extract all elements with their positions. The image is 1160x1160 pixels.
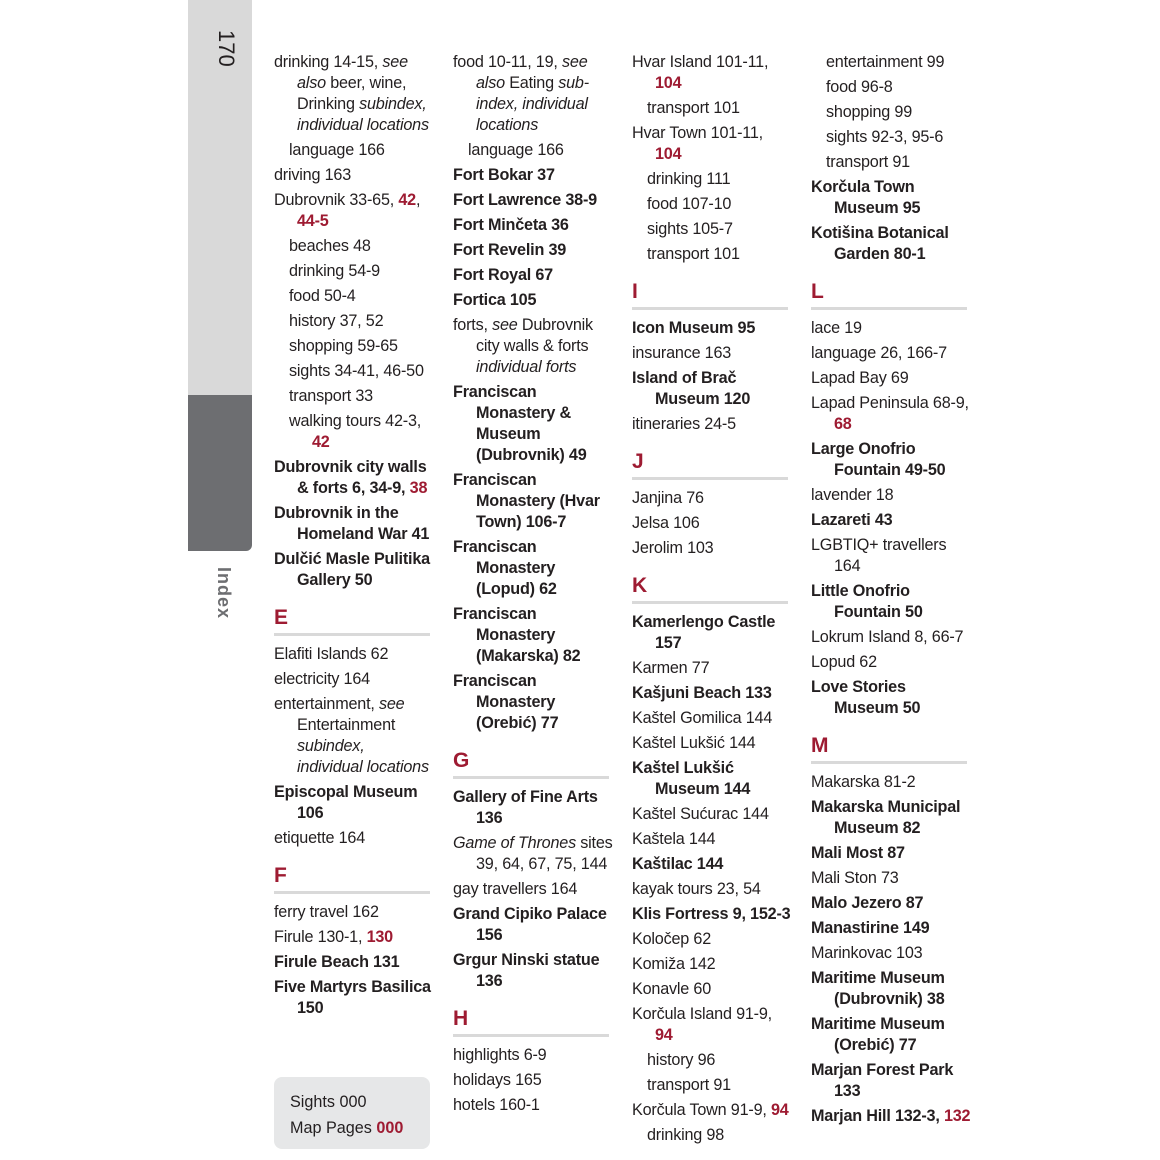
index-entry: [453, 165, 613, 186]
index-entry: [632, 52, 792, 94]
entry-text: holidays 165: [453, 1071, 542, 1089]
index-entry: [453, 904, 613, 946]
entry-text: Malo Jezero 87: [811, 894, 924, 912]
entry-text: food 10-11, 19,: [453, 53, 562, 71]
entry-text: food 50-4: [289, 287, 356, 305]
heading-rule: [453, 1034, 609, 1037]
index-entry: [453, 265, 613, 286]
index-entry: [274, 52, 434, 136]
entry-text: Kaštela 144: [632, 830, 716, 848]
entry-text: drinking 14-15,: [274, 53, 383, 71]
index-subentry: [811, 52, 971, 73]
legend-sights: [290, 1093, 367, 1112]
index-entry: [453, 1045, 613, 1066]
index-subentry: [274, 261, 434, 282]
heading-rule: [274, 891, 430, 894]
entry-text: Grgur Ninski statue 136: [453, 951, 600, 990]
entry-text: beer, wine, Drinking: [297, 74, 407, 113]
legend-map-number: 000: [376, 1119, 404, 1137]
entry-text: Fort Minčeta 36: [453, 216, 569, 234]
index-entry: [811, 1060, 971, 1102]
entry-text: Makarska Municipal Museum 82: [811, 798, 961, 837]
index-subentry: [632, 1075, 792, 1096]
entry-text: Icon Museum 95: [632, 319, 756, 337]
entry-text: Dulčić Masle Pulitika Gallery 50: [274, 550, 430, 589]
index-subentry: [632, 98, 792, 119]
index-entry: [453, 470, 613, 533]
entry-text: Franciscan Monastery (Hvar Town) 106-7: [453, 471, 600, 531]
index-subentry: [811, 102, 971, 123]
entry-text: Marjan Forest Park 133: [811, 1061, 954, 1100]
index-entry: [274, 694, 434, 778]
index-subentry: [632, 1125, 792, 1146]
map-page-number: 132: [943, 1107, 971, 1125]
entry-text: drinking 98: [647, 1126, 724, 1144]
index-entry: [632, 123, 792, 165]
index-entry: [453, 382, 613, 466]
index-entry: [811, 968, 971, 1010]
legend-map-label: Map Pages: [290, 1119, 372, 1137]
index-entry: [632, 683, 792, 704]
index-entry: [632, 368, 792, 410]
entry-text: entertainment,: [274, 695, 379, 713]
legend-map-pages: [290, 1119, 403, 1138]
index-column-3: [632, 52, 792, 1150]
entry-text: sights 105-7: [647, 220, 733, 238]
index-letter-heading: L: [811, 280, 824, 303]
entry-text: Kaštel Gomilica 144: [632, 709, 773, 727]
index-entry: [274, 669, 434, 690]
section-label: Index: [214, 567, 234, 620]
entry-text: transport 33: [289, 387, 373, 405]
index-entry: [811, 535, 971, 577]
index-entry: [274, 457, 434, 499]
entry-text: Firule Beach 131: [274, 953, 400, 971]
index-letter-heading: E: [274, 606, 289, 629]
entry-text: sights 92-3, 95-6: [826, 128, 944, 146]
index-subentry: [274, 140, 434, 161]
index-subentry: [632, 194, 792, 215]
entry-text: language 166: [289, 141, 385, 159]
index-subentry: [274, 361, 434, 382]
index-entry: [632, 879, 792, 900]
entry-text: see: [492, 316, 518, 334]
index-entry: [453, 290, 613, 311]
entry-text: food 96-8: [826, 78, 893, 96]
entry-text: Marjan Hill 132-3,: [811, 1107, 944, 1125]
index-entry: [632, 954, 792, 975]
entry-text: Korčula Town Museum 95: [811, 178, 921, 217]
index-entry: [632, 829, 792, 850]
index-entry: [811, 318, 971, 339]
index-subentry: [274, 386, 434, 407]
heading-rule: [632, 477, 788, 480]
index-entry: [453, 879, 613, 900]
entry-text: see also: [476, 53, 588, 92]
entry-text: Kašjuni Beach 133: [632, 684, 772, 702]
index-subentry: [632, 219, 792, 240]
entry-text: Firule 130-1,: [274, 928, 367, 946]
index-letter-heading: G: [453, 749, 470, 772]
index-subentry: [632, 244, 792, 265]
map-page-number: 42: [398, 191, 416, 209]
index-entry: [811, 393, 971, 435]
entry-text: Lapad Peninsula 68-9,: [811, 394, 969, 412]
entry-text: electricity 164: [274, 670, 370, 688]
index-entry: [632, 904, 792, 925]
index-entry: [274, 902, 434, 923]
heading-rule: [274, 633, 430, 636]
entry-text: Dubrovnik in the Homeland War 41: [274, 504, 430, 543]
index-subentry: [811, 152, 971, 173]
entry-text: Komiža 142: [632, 955, 716, 973]
heading-rule: [632, 601, 788, 604]
entry-text: shopping 99: [826, 103, 913, 121]
entry-text: entertainment 99: [826, 53, 945, 71]
entry-text: hotels 160-1: [453, 1096, 540, 1114]
index-entry: [453, 190, 613, 211]
entry-text: Kaštel Lukšić Museum 144: [632, 759, 751, 798]
index-column-2: [453, 52, 613, 1120]
index-entry: [632, 513, 792, 534]
index-subentry: [274, 286, 434, 307]
entry-text: Klis Fortress 9, 152-3: [632, 905, 791, 923]
index-entry: [453, 52, 613, 136]
entry-text: Koločep 62: [632, 930, 712, 948]
entry-text: Franciscan Monastery (Lopud) 62: [453, 538, 557, 598]
index-entry: [811, 893, 971, 914]
index-subentry: [274, 336, 434, 357]
page-number: 170: [214, 30, 239, 67]
index-entry: [632, 1004, 792, 1046]
map-page-number: 38: [409, 479, 428, 497]
index-entry: [453, 787, 613, 829]
index-entry: [453, 240, 613, 261]
entry-text: transport 91: [826, 153, 910, 171]
entry-text: Grand Cipiko Palace 156: [453, 905, 607, 944]
entry-text: language 166: [468, 141, 564, 159]
index-entry: [811, 510, 971, 531]
entry-text: Hvar Town 101-11,: [632, 124, 763, 142]
index-subentry: [811, 127, 971, 148]
map-page-number: 42: [312, 433, 330, 451]
index-entry: [811, 223, 971, 265]
index-letter-heading: K: [632, 574, 648, 597]
entry-text: see also: [297, 53, 408, 92]
entry-text: highlights 6-9: [453, 1046, 547, 1064]
index-entry: [632, 929, 792, 950]
entry-text: shopping 59-65: [289, 337, 398, 355]
side-tab-marker: [188, 395, 252, 551]
index-entry: [811, 368, 971, 389]
map-page-number: 94: [655, 1026, 673, 1044]
entry-text: ,: [415, 191, 421, 209]
entry-text: Maritime Museum (Orebić) 77: [811, 1015, 945, 1054]
legend-box: [274, 1077, 430, 1149]
entry-text: Marinkovac 103: [811, 944, 923, 962]
entry-text: Karmen 77: [632, 659, 710, 677]
entry-text: Eating: [504, 74, 559, 92]
index-entry: [453, 833, 613, 875]
entry-text: individual forts: [476, 358, 577, 376]
entry-text: Dubrovnik city walls & forts: [476, 316, 593, 355]
entry-text: Fort Bokar 37: [453, 166, 555, 184]
index-entry: [274, 549, 434, 591]
entry-text: Mali Most 87: [811, 844, 905, 862]
map-page-number: 130: [366, 928, 393, 946]
index-entry: [632, 318, 792, 339]
index-entry: [274, 782, 434, 824]
index-entry: [632, 758, 792, 800]
index-entry: [274, 977, 434, 1019]
entry-text: beaches 48: [289, 237, 371, 255]
entry-text: Little Onofrio Fountain 50: [811, 582, 923, 621]
entry-text: Game of Thrones: [453, 834, 576, 852]
entry-text: transport 101: [647, 245, 740, 263]
index-entry: [453, 1095, 613, 1116]
entry-text: Jelsa 106: [632, 514, 700, 532]
entry-text: Five Martyrs Basilica 150: [274, 978, 431, 1017]
entry-text: lavender 18: [811, 486, 894, 504]
entry-text: gay travellers 164: [453, 880, 578, 898]
index-entry: [811, 439, 971, 481]
index-entry: [811, 943, 971, 964]
index-entry: [632, 979, 792, 1000]
index-entry: [811, 1106, 971, 1127]
entry-text: Kaštel Lukšić 144: [632, 734, 756, 752]
heading-rule: [632, 307, 788, 310]
entry-text: Franciscan Monastery & Museum (Dubrovnik) 49: [453, 383, 587, 464]
index-letter-heading: J: [632, 450, 644, 473]
index-entry: [274, 165, 434, 186]
heading-rule: [811, 761, 967, 764]
entry-text: Entertainment: [297, 716, 396, 734]
map-page-number: 94: [770, 1101, 789, 1119]
entry-text: Kotišina Botanical Garden 80-1: [811, 224, 949, 263]
index-entry: [453, 671, 613, 734]
entry-text: sub-index, individual locations: [476, 74, 589, 134]
index-entry: [632, 804, 792, 825]
index-subentry: [632, 169, 792, 190]
entry-text: Franciscan Monastery (Makarska) 82: [453, 605, 581, 665]
index-subentry: [811, 77, 971, 98]
index-subentry: [274, 236, 434, 257]
entry-text: Love Stories Museum 50: [811, 678, 921, 717]
entry-text: Large Onofrio Fountain 49-50: [811, 440, 946, 479]
index-entry: [274, 952, 434, 973]
entry-text: walking tours 42-3,: [289, 412, 422, 430]
entry-text: Maritime Museum (Dubrovnik) 38: [811, 969, 945, 1008]
entry-text: Korčula Town 91-9,: [632, 1101, 771, 1119]
index-entry: [274, 190, 434, 232]
entry-text: subindex, individual locations: [297, 95, 429, 134]
entry-text: history 96: [647, 1051, 716, 1069]
entry-text: driving 163: [274, 166, 351, 184]
entry-text: Kaštel Sućurac 144: [632, 805, 769, 823]
index-entry: [632, 658, 792, 679]
map-page-number: 68: [834, 415, 852, 433]
entry-text: Episcopal Museum 106: [274, 783, 418, 822]
entry-text: subindex, individual locations: [297, 737, 429, 776]
index-entry: [274, 644, 434, 665]
entry-text: transport 91: [647, 1076, 731, 1094]
index-entry: [453, 604, 613, 667]
entry-text: lace 19: [811, 319, 862, 337]
entry-text: Korčula Island 91-9,: [632, 1005, 772, 1023]
index-entry: [811, 1014, 971, 1056]
entry-text: Lazareti 43: [811, 511, 893, 529]
index-entry: [811, 485, 971, 506]
entry-text: etiquette 164: [274, 829, 366, 847]
index-subentry: [632, 1050, 792, 1071]
index-entry: [632, 414, 792, 435]
entry-text: sites 39, 64, 67, 75, 144: [476, 834, 613, 873]
entry-text: Konavle 60: [632, 980, 712, 998]
index-entry: [274, 828, 434, 849]
entry-text: Janjina 76: [632, 489, 704, 507]
index-letter-heading: I: [632, 280, 638, 303]
entry-text: Mali Ston 73: [811, 869, 899, 887]
index-subentry: [274, 411, 434, 453]
index-entry: [453, 215, 613, 236]
entry-text: history 37, 52: [289, 312, 384, 330]
entry-text: Fort Royal 67: [453, 266, 553, 284]
entry-text: Hvar Island 101-11,: [632, 53, 769, 71]
index-column-4: [811, 52, 971, 1131]
entry-text: Jerolim 103: [632, 539, 714, 557]
index-letter-heading: F: [274, 864, 287, 887]
entry-text: Dubrovnik city walls & forts 6, 34-9,: [274, 458, 427, 497]
entry-text: sights 34-41, 46-50: [289, 362, 424, 380]
map-page-number: 104: [655, 74, 682, 92]
map-page-number: 44-5: [297, 212, 329, 230]
index-entry: [811, 797, 971, 839]
entry-text: language 26, 166-7: [811, 344, 947, 362]
entry-text: Franciscan Monastery (Orebić) 77: [453, 672, 559, 732]
legend-sights-number: 000: [339, 1093, 367, 1111]
entry-text: Island of Brač Museum 120: [632, 369, 751, 408]
index-entry: [811, 677, 971, 719]
index-letter-heading: M: [811, 734, 829, 757]
entry-text: insurance 163: [632, 344, 732, 362]
index-entry: [632, 854, 792, 875]
entry-text: see: [378, 695, 405, 713]
index-entry: [632, 1100, 792, 1121]
index-entry: [632, 612, 792, 654]
index-entry: [811, 868, 971, 889]
entry-text: Kamerlengo Castle 157: [632, 613, 776, 652]
index-entry: [453, 315, 613, 378]
entry-text: Makarska 81-2: [811, 773, 916, 791]
index-subentry: [453, 140, 613, 161]
entry-text: Lopud 62: [811, 653, 877, 671]
entry-text: forts,: [453, 316, 493, 334]
index-entry: [274, 503, 434, 545]
map-page-number: 104: [655, 145, 682, 163]
entry-text: Lokrum Island 8, 66-7: [811, 628, 964, 646]
entry-text: Gallery of Fine Arts 136: [453, 788, 598, 827]
entry-text: Fortica 105: [453, 291, 537, 309]
entry-text: Elafiti Islands 62: [274, 645, 389, 663]
index-entry: [274, 927, 434, 948]
entry-text: food 107-10: [647, 195, 732, 213]
index-subentry: [274, 311, 434, 332]
entry-text: drinking 111: [647, 170, 731, 188]
entry-text: Kaštilac 144: [632, 855, 724, 873]
entry-text: drinking 54-9: [289, 262, 380, 280]
entry-text: Fort Lawrence 38-9: [453, 191, 597, 209]
heading-rule: [453, 776, 609, 779]
index-entry: [811, 581, 971, 623]
index-entry: [632, 343, 792, 364]
index-entry: [453, 1070, 613, 1091]
index-entry: [632, 538, 792, 559]
index-entry: [453, 537, 613, 600]
entry-text: Manastirine 149: [811, 919, 930, 937]
index-entry: [811, 652, 971, 673]
index-entry: [811, 843, 971, 864]
entry-text: Fort Revelin 39: [453, 241, 567, 259]
index-entry: [632, 488, 792, 509]
index-entry: [811, 177, 971, 219]
index-entry: [811, 343, 971, 364]
index-entry: [811, 627, 971, 648]
entry-text: Lapad Bay 69: [811, 369, 909, 387]
entry-text: kayak tours 23, 54: [632, 880, 761, 898]
legend-sights-label: Sights: [290, 1093, 335, 1111]
entry-text: itineraries 24-5: [632, 415, 736, 433]
index-letter-heading: H: [453, 1007, 469, 1030]
index-entry: [632, 708, 792, 729]
index-entry: [811, 772, 971, 793]
entry-text: ferry travel 162: [274, 903, 379, 921]
index-entry: [811, 918, 971, 939]
entry-text: Dubrovnik 33-65,: [274, 191, 399, 209]
heading-rule: [811, 307, 967, 310]
entry-text: transport 101: [647, 99, 740, 117]
index-entry: [453, 950, 613, 992]
index-entry: [632, 733, 792, 754]
index-column-1: [274, 52, 434, 1023]
entry-text: LGBTIQ+ travellers 164: [811, 536, 947, 575]
